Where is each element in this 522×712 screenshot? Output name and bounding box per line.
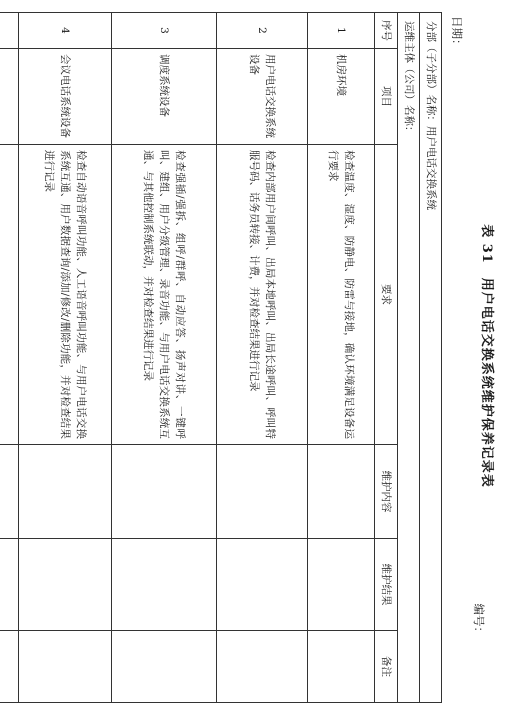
row-seq	[0, 13, 18, 49]
row-remark-cell[interactable]	[216, 631, 307, 703]
row-seq: 3	[111, 13, 216, 49]
row-remark-cell[interactable]	[0, 631, 18, 703]
row-result-cell[interactable]	[111, 539, 216, 631]
row-remark-cell[interactable]	[18, 631, 111, 703]
row-remark-cell[interactable]	[111, 631, 216, 703]
table-row	[18, 13, 111, 703]
row-result-cell[interactable]	[0, 539, 18, 631]
row-item: 调度系统设备	[111, 49, 216, 145]
table-row	[216, 13, 307, 703]
division-row	[420, 13, 442, 703]
row-content-cell[interactable]	[0, 445, 18, 539]
row-item	[0, 49, 18, 145]
row-item: 会议电话系统设备	[18, 49, 111, 145]
maintenance-table	[0, 12, 442, 703]
table-row	[111, 13, 216, 703]
row-item: 用户电话交换系统设备	[216, 49, 307, 145]
row-item: 机房环境	[307, 49, 374, 145]
row-requirement: 检查温度、湿度、防静电、防雷与接地，确认环境满足设备运行要求	[307, 145, 374, 445]
header-row	[374, 13, 397, 703]
header-remark: 备注	[374, 631, 397, 703]
row-requirement: 检查内部用户间呼叫、出局本地呼叫、出局长途呼叫、呼叫特服号码、话务员转接、计费，并对检查结果进行记录	[216, 145, 307, 445]
header-result: 维护结果	[374, 539, 397, 631]
row-remark-cell[interactable]	[307, 631, 374, 703]
row-content-cell[interactable]	[216, 445, 307, 539]
date-label: 日期：	[450, 16, 464, 51]
row-requirement: 检查强插/强拆、组呼/群呼、自动应答、扬声对讲、一键呼叫、建组、用户分级管理、录音功能、与用户电话交换系统互通、与其他控制系统联动，并对检查结果进行记录	[111, 145, 216, 445]
row-content-cell[interactable]	[307, 445, 374, 539]
header-requirement: 要求	[374, 145, 397, 445]
row-seq: 1	[307, 13, 374, 49]
row-result-cell[interactable]	[216, 539, 307, 631]
row-result-cell[interactable]	[307, 539, 374, 631]
header-item: 项目	[374, 49, 397, 145]
row-content-cell[interactable]	[111, 445, 216, 539]
division-name: 分部（子分部）名称：用户电话交换系统	[420, 13, 442, 703]
number-label: 编号：	[472, 603, 486, 638]
row-seq: 4	[18, 13, 111, 49]
row-seq: 2	[216, 13, 307, 49]
header-seq: 序号	[374, 13, 397, 49]
operator-name: 运维主体（公司）名称：	[398, 13, 420, 703]
header-content: 维护内容	[374, 445, 397, 539]
row-content-cell[interactable]	[18, 445, 111, 539]
row-result-cell[interactable]	[18, 539, 111, 631]
table-row	[307, 13, 374, 703]
row-requirement	[0, 145, 18, 445]
row-requirement: 检查自动语音呼叫功能、人工语音呼叫功能、与用户电话交换系统互通、用户数据查询/添加/修改/删除功能，并对检查结果进行记录	[18, 145, 111, 445]
document-title: 表 31 用户电话交换系统维护保养记录表	[479, 224, 494, 488]
operator-row	[398, 13, 420, 703]
table-row	[0, 13, 18, 703]
